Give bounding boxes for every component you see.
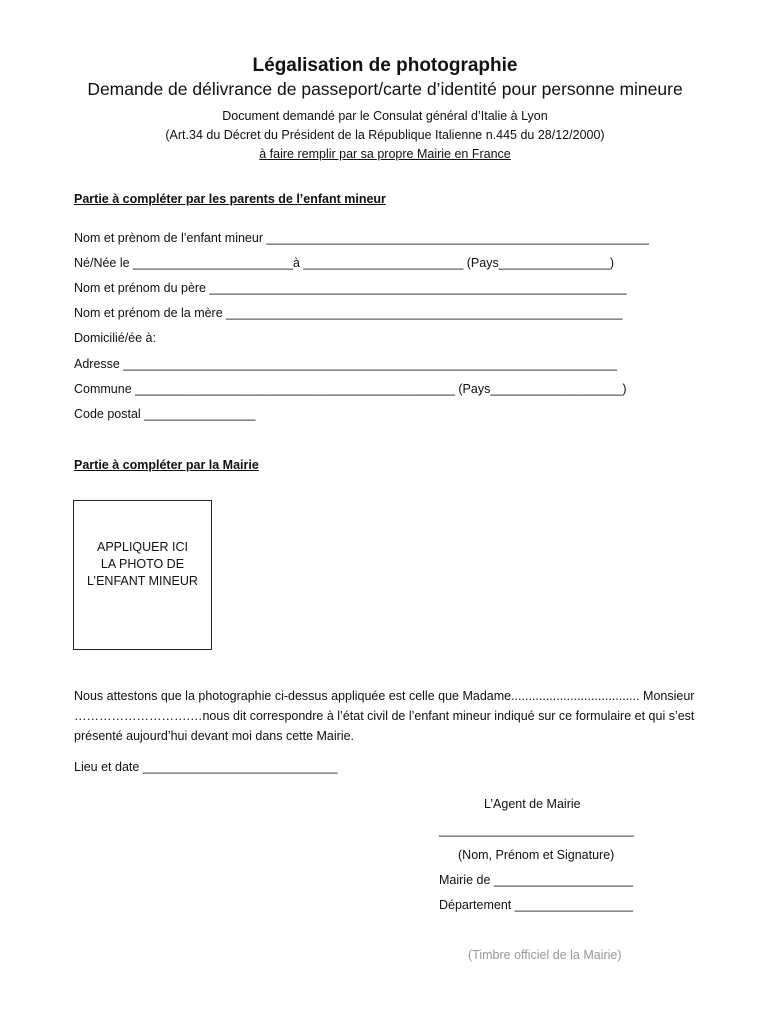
agent-label: L’Agent de Mairie <box>484 797 581 811</box>
stamp-placeholder: (Timbre officiel de la Mairie) <box>468 948 622 962</box>
consulate-line: Document demandé par le Consulat général d’Italie à Lyon <box>222 109 548 123</box>
field-postal-code[interactable]: Code postal ________________ <box>74 407 256 421</box>
photo-line: L’ENFANT MINEUR <box>87 574 198 588</box>
document-subtitle: Demande de délivrance de passeport/carte d’identité pour personne mineure <box>87 79 683 99</box>
section-mairie-heading: Partie à compléter par la Mairie <box>74 458 259 472</box>
section-parents-heading: Partie à compléter par les parents de l’enfant mineur <box>74 192 386 206</box>
photo-line: LA PHOTO DE <box>100 557 185 571</box>
field-departement[interactable]: Département _________________ <box>439 898 633 912</box>
attestation-text: Nous attestons que la photographie ci-dessus appliquée est celle que Madame..................................... Monsieur ……………………….…nous dit correspondre à l’état civil de l’enfant mineur indiqué sur ce formulaire et qui s’est présenté aujourd’hui devant moi dans cette Mairie. <box>74 689 695 743</box>
document-title: Légalisation de photographie <box>252 55 518 76</box>
field-mother-name[interactable]: Nom et prénom de la mère _________________________________________________________ <box>74 306 623 320</box>
photo-box <box>73 500 212 650</box>
instruction-line: à faire remplir par sa propre Mairie en France <box>259 147 511 161</box>
field-lieu-date[interactable]: Lieu et date ____________________________ <box>74 760 338 774</box>
decree-reference: (Art.34 du Décret du Président de la République Italienne n.445 du 28/12/2000) <box>165 128 605 142</box>
field-father-name[interactable]: Nom et prénom du père ____________________________________________________________ <box>74 281 627 295</box>
signature-caption: (Nom, Prénom et Signature) <box>458 848 615 862</box>
signature-line[interactable]: ____________________________ <box>439 823 634 837</box>
field-child-name[interactable]: Nom et prènom de l’enfant mineur _______________________________________________________ <box>74 231 649 245</box>
field-domicile-label: Domicilié/ée à: <box>74 331 156 345</box>
field-mairie[interactable]: Mairie de ____________________ <box>439 873 633 887</box>
field-birth[interactable]: Né/Née le _______________________à _______________________ (Pays________________) <box>74 256 615 270</box>
field-commune[interactable]: Commune ______________________________________________ (Pays___________________) <box>74 382 627 396</box>
field-address[interactable]: Adresse _______________________________________________________________________ <box>74 357 617 371</box>
photo-line: APPLIQUER ICI <box>97 540 188 554</box>
photo-instruction <box>74 539 211 590</box>
